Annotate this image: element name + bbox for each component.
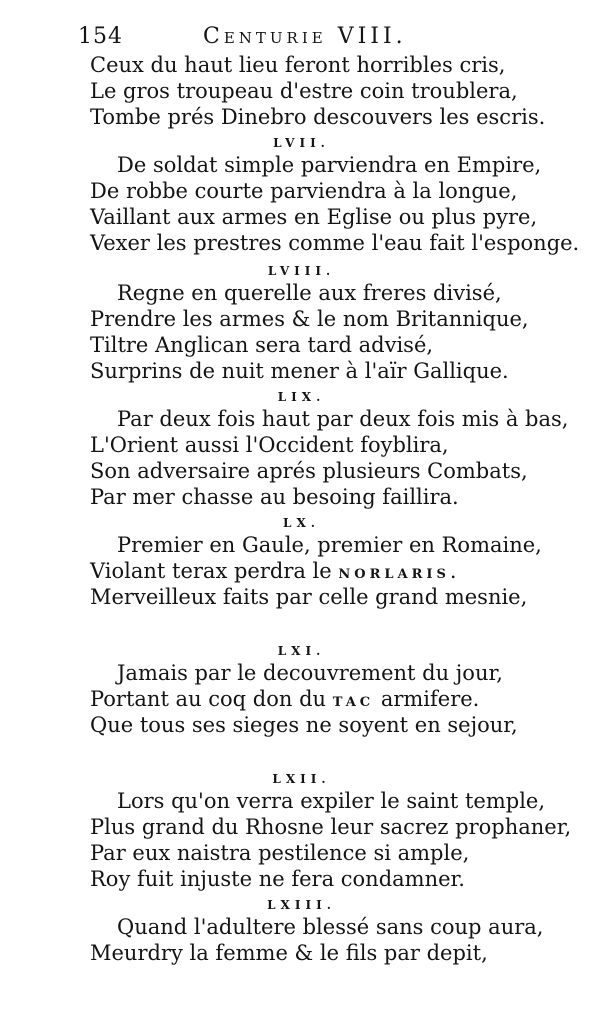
- verse-line: Regne en querelle aux freres divisé,: [117, 281, 502, 305]
- verse-line: Par mer chasse au besoing faillira.: [90, 485, 459, 509]
- verse-line: Que tous ses sieges ne soyent en sejour,: [90, 713, 518, 737]
- verse-line: Plus grand du Rhosne leur sacrez prophaner,: [90, 815, 572, 839]
- verse-line: Merveilleux faits par celle grand mesnie,: [90, 585, 528, 609]
- verse-line: Violant terax perdra le NORLARIS.: [90, 559, 457, 583]
- verse-line: Roy fuit injuste ne fera condamner.: [90, 867, 465, 891]
- verse-line: Lors qu'on verra expiler le saint temple,: [117, 789, 546, 813]
- verse-line: Portant au coq don du TAC armifere.: [90, 687, 480, 711]
- verse-line: Par deux fois haut par deux fois mis à bas,: [117, 407, 569, 431]
- verse-line: Ceux du haut lieu feront horribles cris,: [90, 53, 506, 77]
- quatrain-number: LXI.: [277, 644, 326, 658]
- quatrain-number: LIX.: [277, 390, 326, 404]
- verse-line: Le gros troupeau d'estre coin troublera,: [90, 79, 518, 103]
- verse-line: L'Orient aussi l'Occident foyblira,: [90, 433, 449, 457]
- verse-line: De soldat simple parviendra en Empire,: [117, 153, 542, 177]
- quatrain-number: LXIII.: [267, 898, 336, 912]
- running-title: Centurie VIII.: [203, 24, 407, 49]
- verse-line: Par eux naistra pestilence si ample,: [90, 841, 470, 865]
- verse-line: Prendre les armes & le nom Britannique,: [90, 307, 529, 331]
- verse-line: Tombe prés Dinebro descouvers les escris.: [90, 105, 546, 129]
- small-caps-word: NORLARIS: [338, 567, 450, 582]
- page-number: 154: [78, 24, 123, 49]
- verse-line: Jamais par le decouvrement du jour,: [117, 661, 503, 685]
- verse-line: De robbe courte parviendra à la longue,: [90, 179, 518, 203]
- small-caps-word: TAC: [332, 695, 375, 710]
- verse-line: Meurdry la femme & le fils par depit,: [90, 941, 488, 965]
- quatrain-number: LXII.: [272, 772, 331, 786]
- quatrain-number: LVIII.: [267, 264, 336, 278]
- running-head: [78, 24, 498, 54]
- verse-line: Vaillant aux armes en Eglise ou plus pyre,: [90, 205, 538, 229]
- verse-line: Son adversaire aprés plusieurs Combats,: [90, 459, 528, 483]
- verse-line: Tiltre Anglican sera tard advisé,: [90, 333, 434, 357]
- verse-line: Surprins de nuit mener à l'aïr Gallique.: [90, 359, 509, 383]
- quatrain-number: LVII.: [273, 136, 330, 150]
- verse-line: Quand l'adultere blessé sans coup aura,: [117, 915, 544, 939]
- quatrain-number: LX.: [283, 516, 320, 530]
- verse-line: Premier en Gaule, premier en Romaine,: [117, 533, 542, 557]
- verse-line: Vexer les prestres comme l'eau fait l'esponge.: [90, 231, 580, 255]
